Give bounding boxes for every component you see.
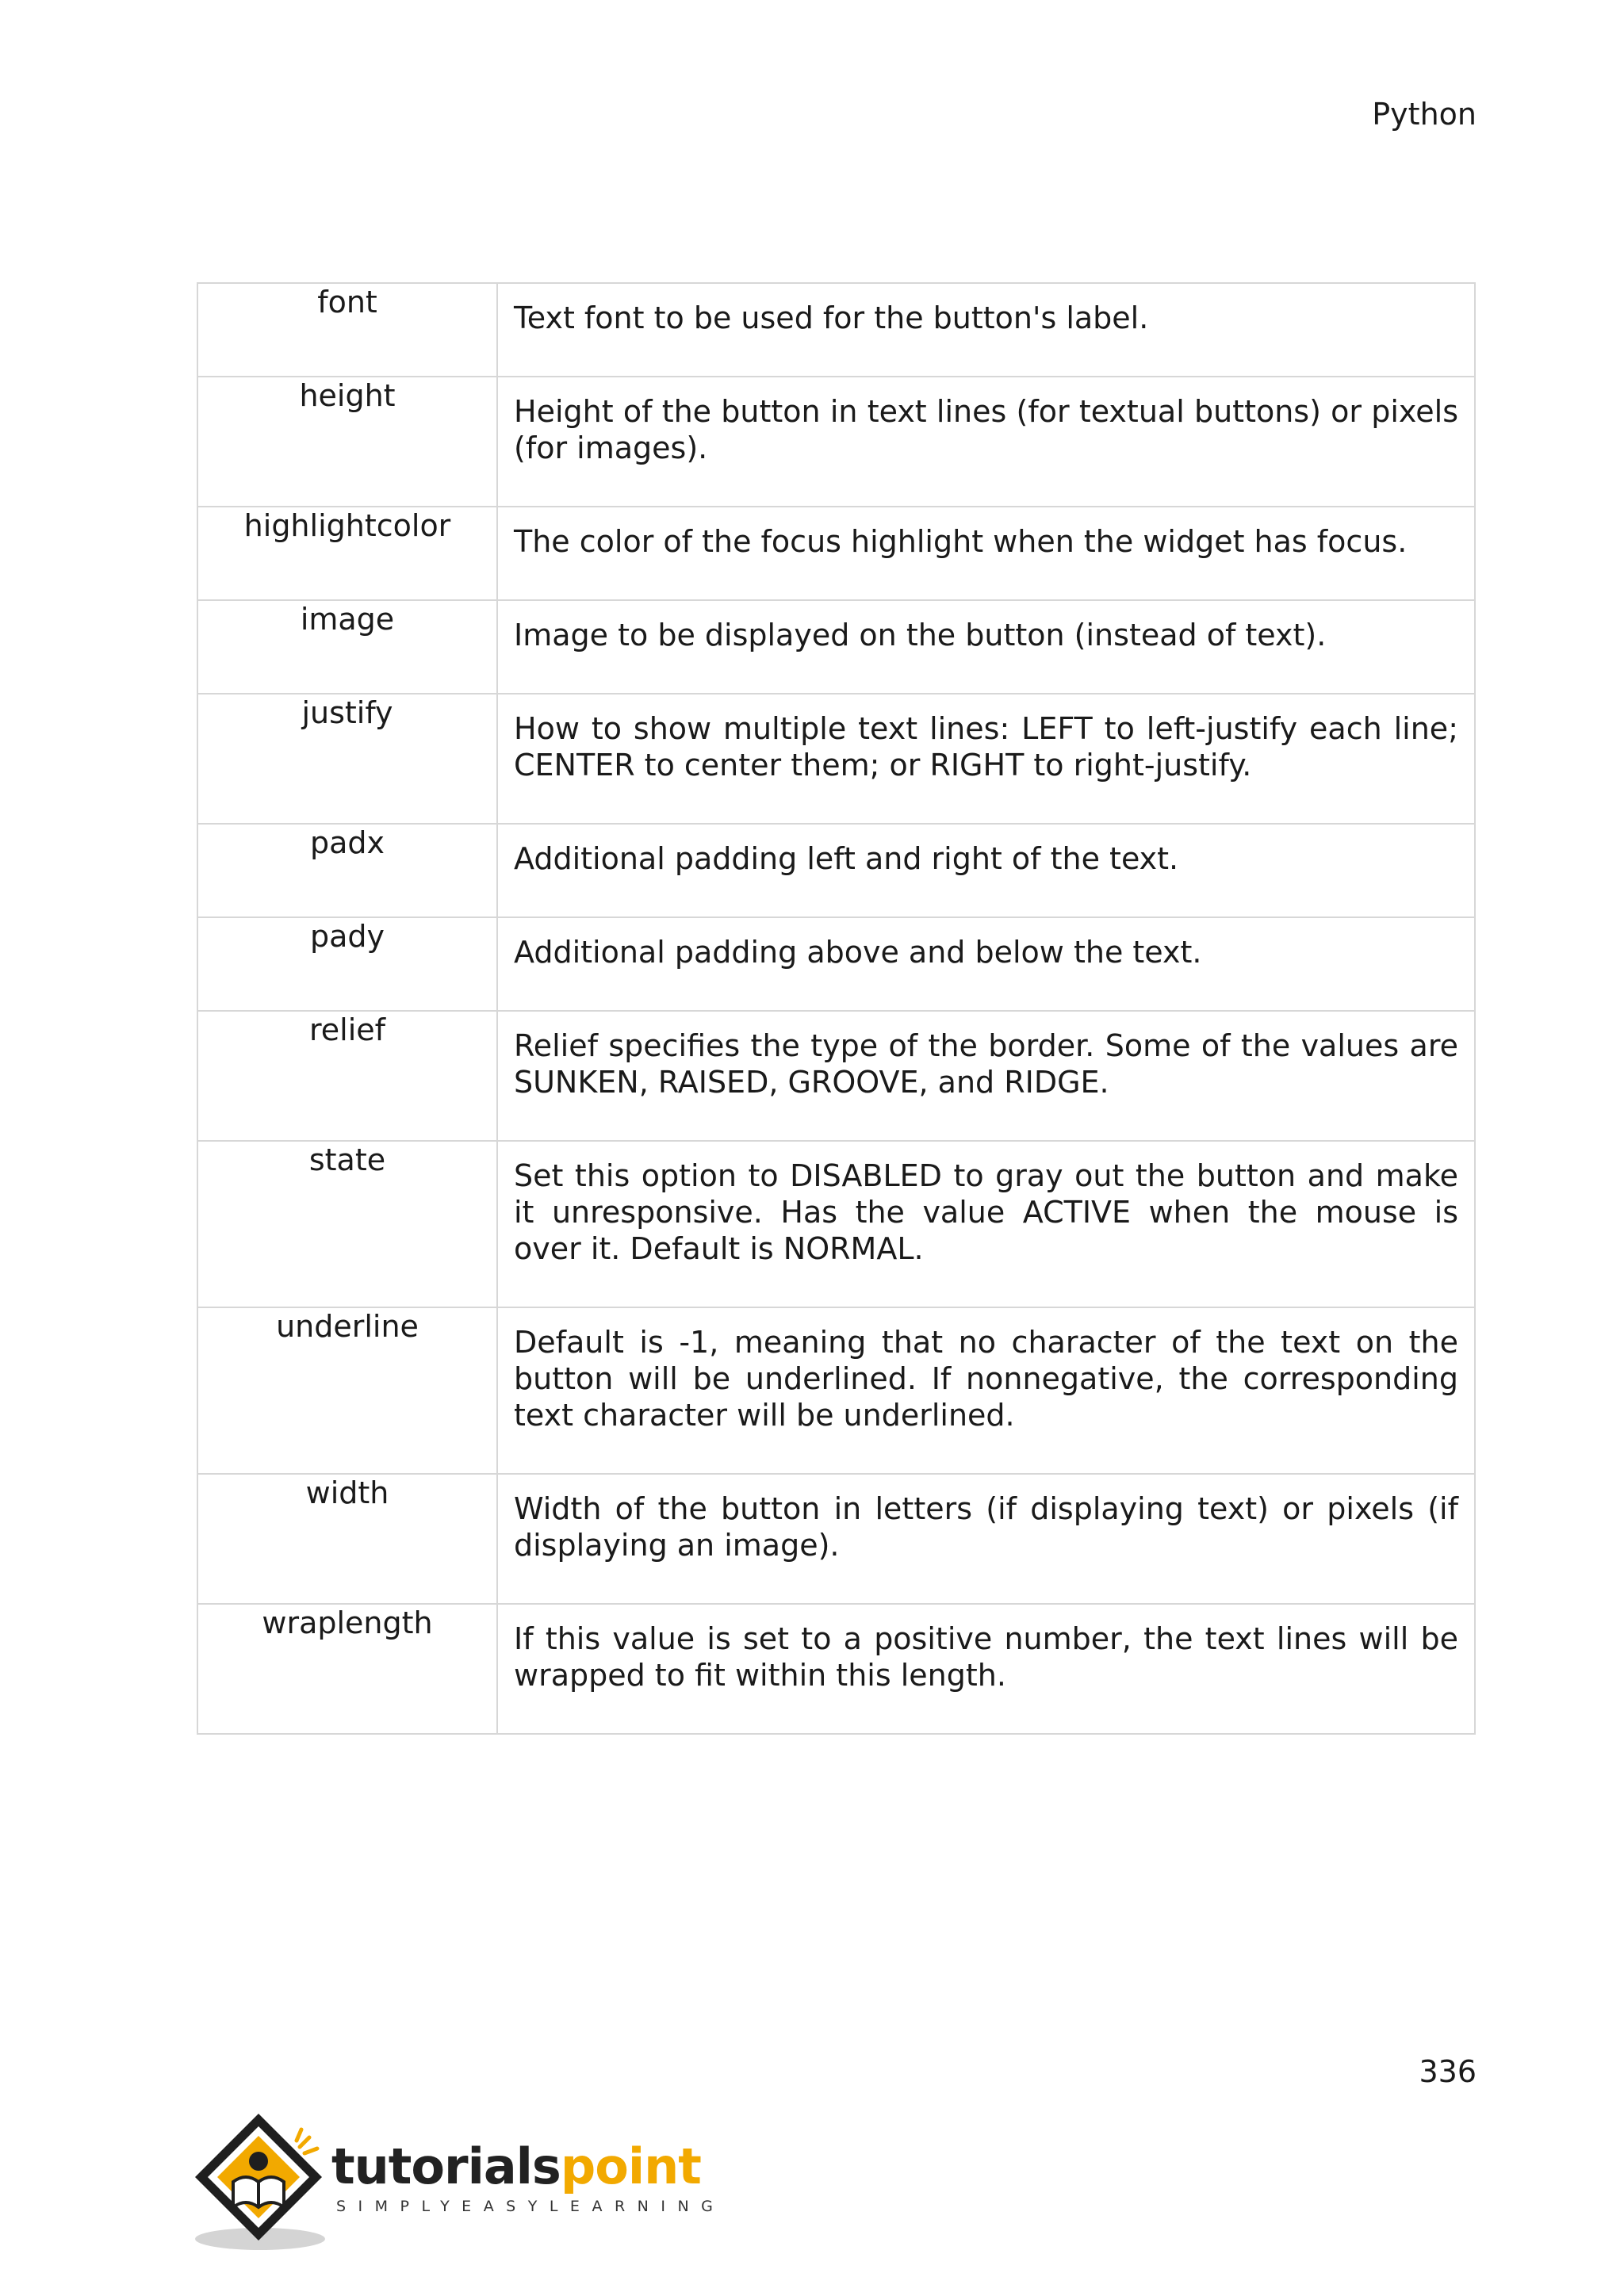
option-description: Default is -1, meaning that no character of the text on the button will be underlined. If nonnegative, the corresponding text character will be underlined.	[497, 1307, 1475, 1474]
options-table	[197, 282, 1476, 1735]
option-name: highlightcolor	[197, 507, 497, 600]
option-name: underline	[197, 1307, 497, 1474]
option-description: Text font to be used for the button's label.	[497, 283, 1475, 377]
option-name: pady	[197, 917, 497, 1011]
logo-word-part2: point	[560, 2137, 701, 2195]
table-row	[197, 1011, 1475, 1141]
option-name: width	[197, 1474, 497, 1604]
option-description: If this value is set to a positive number, the text lines will be wrapped to fit within this length.	[497, 1604, 1475, 1734]
table-row	[197, 824, 1475, 917]
option-description: Set this option to DISABLED to gray out the button and make it unresponsive. Has the value ACTIVE when the mouse is over it. Default is NORMAL.	[497, 1141, 1475, 1307]
logo-tagline: SIMPLYEASYLEARNING	[336, 2198, 726, 2215]
table-row	[197, 1474, 1475, 1604]
option-description: Height of the button in text lines (for textual buttons) or pixels (for images).	[497, 377, 1475, 507]
logo-wordmark	[331, 2139, 701, 2195]
table-row	[197, 283, 1475, 377]
table-row	[197, 507, 1475, 600]
option-name: font	[197, 283, 497, 377]
option-description: Additional padding left and right of the text.	[497, 824, 1475, 917]
option-name: padx	[197, 824, 497, 917]
table-row	[197, 377, 1475, 507]
option-description: The color of the focus highlight when the widget has focus.	[497, 507, 1475, 600]
option-name: state	[197, 1141, 497, 1307]
option-name: relief	[197, 1011, 497, 1141]
page-number: 336	[1419, 2054, 1477, 2089]
running-header: Python	[1372, 97, 1477, 132]
tutorialspoint-logo	[190, 2109, 726, 2260]
option-name: wraplength	[197, 1604, 497, 1734]
table-row	[197, 1604, 1475, 1734]
option-name: justify	[197, 694, 497, 824]
option-description: Relief specifies the type of the border. Some of the values are SUNKEN, RAISED, GROOVE, and RIDGE.	[497, 1011, 1475, 1141]
table-row	[197, 600, 1475, 694]
table-row	[197, 1141, 1475, 1307]
option-name: image	[197, 600, 497, 694]
option-description: Width of the button in letters (if displaying text) or pixels (if displaying an image).	[497, 1474, 1475, 1604]
table-row	[197, 1307, 1475, 1474]
option-name: height	[197, 377, 497, 507]
option-description: Additional padding above and below the text.	[497, 917, 1475, 1011]
logo-word-part1: tutorials	[331, 2137, 561, 2195]
option-description: How to show multiple text lines: LEFT to left-justify each line; CENTER to center them; or RIGHT to right-justify.	[497, 694, 1475, 824]
table-row	[197, 694, 1475, 824]
option-description: Image to be displayed on the button (instead of text).	[497, 600, 1475, 694]
logo-emblem-icon	[190, 2109, 333, 2260]
table-row	[197, 917, 1475, 1011]
